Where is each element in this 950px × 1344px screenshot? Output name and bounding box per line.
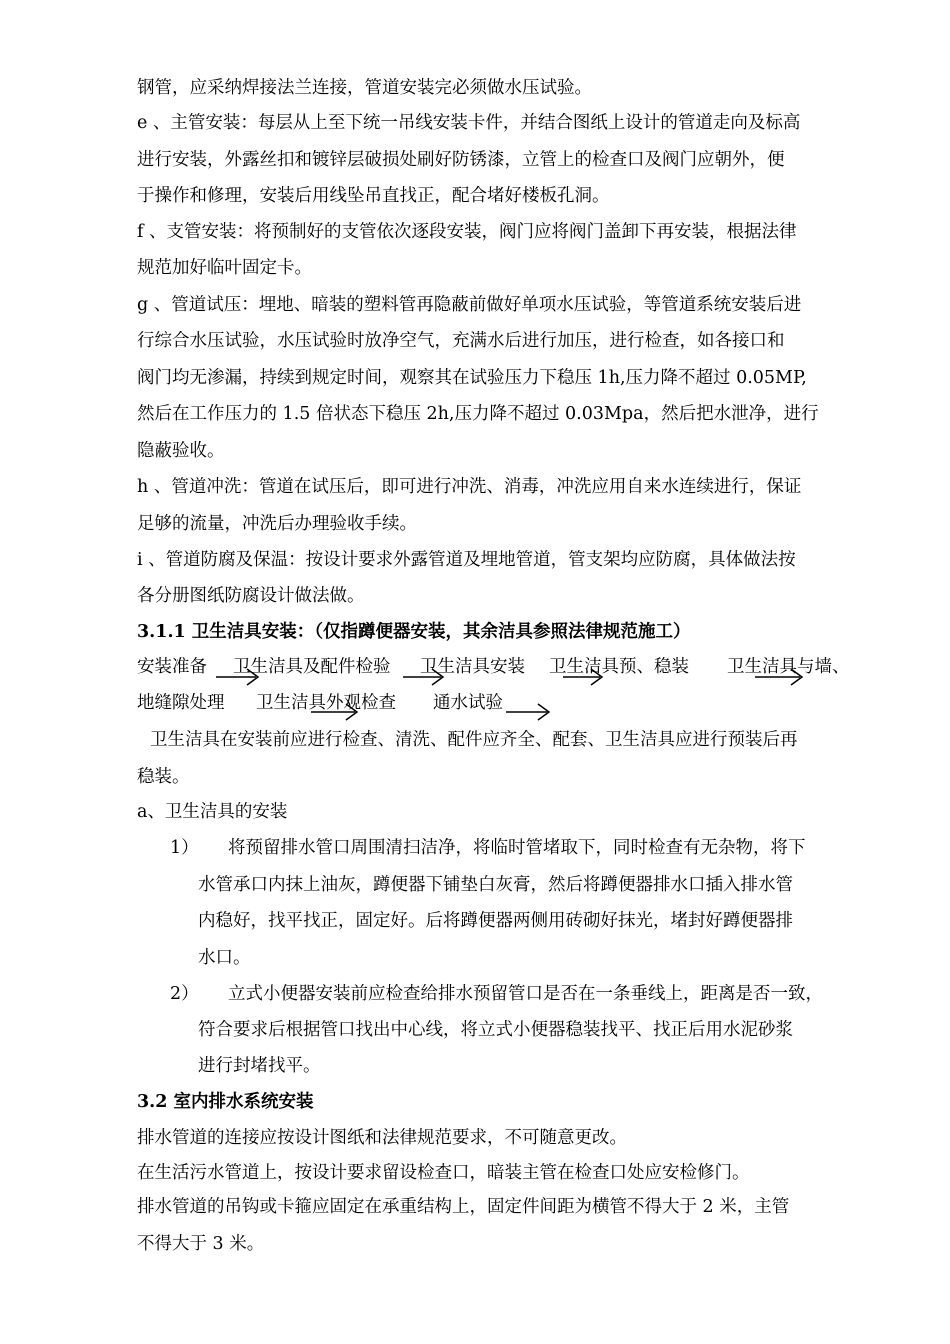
item-e-line-1: e 、主管安装：每层从上至下统一吊线安装卡件，并结合图纸上设计的管道走向及标高 (137, 113, 801, 133)
step-2-line-1: 立式小便器安装前应检查给排水预留管口是否在一条垂线上，距离是否一致， (228, 984, 823, 1004)
flow-step-wall-gap: 卫生洁具与墙、 (727, 657, 850, 677)
drain-line-3: 排水管道的吊钩或卡箍应固定在承重结构上，固定件间距为横管不得大于 2 米，主管 (137, 1197, 790, 1217)
section-3-1-1-heading: 3.1.1 卫生洁具安装：（仅指蹲便器安装，其余洁具参照法律规范施工） (137, 622, 691, 642)
item-h-line-2: 足够的流量，冲洗后办理验收手续。 (137, 514, 417, 534)
flow-step-inspect-fixtures: 卫生洁具及配件检验 (233, 657, 391, 677)
step-1-line-1: 将预留排水管口周围清扫洁净，将临时管堵取下，同时检查有无杂物，将下 (228, 838, 806, 858)
item-e-line-3: 于操作和修理，安装后用线坠吊直找正，配合堵好楼板孔洞。 (137, 186, 610, 206)
flow-step-install-fixtures: 卫生洁具安装 (420, 657, 525, 677)
intro-line: 钢管，应采纳焊接法兰连接，管道安装完必须做水压试验。 (137, 78, 592, 98)
step-2-line-2: 符合要求后根据管口找出中心线，将立式小便器稳装找平、找正后用水泥砂浆 (198, 1020, 793, 1040)
flow-arrow-6 (506, 704, 549, 720)
item-g-line-2: 行综合水压试验，水压试验时放净空气，充满水后进行加压，进行检查，如各接口和 (137, 331, 785, 351)
step-1-line-2: 水管承口内抹上油灰，蹲便器下铺垫白灰膏，然后将蹲便器排水口插入排水管 (198, 875, 793, 895)
flow-step-water-test: 通水试验 (433, 693, 503, 713)
item-h-line-1: h 、管道冲洗：管道在试压后，即可进行冲洗、消毒，冲洗应用自来水连续进行，保证 (137, 477, 802, 497)
item-e-line-2: 进行安装，外露丝扣和镀锌层破损处刷好防锈漆，立管上的检查口及阀门应朝外，便 (137, 150, 785, 170)
step-2-line-3: 进行封堵找平。 (198, 1056, 321, 1076)
item-g-line-5: 隐蔽验收。 (137, 441, 225, 461)
section-3-2-heading: 3.2 室内排水系统安装 (137, 1092, 314, 1112)
drain-line-4: 不得大于 3 米。 (137, 1234, 265, 1254)
flow-step-pre-install: 卫生洁具预、稳装 (549, 657, 689, 677)
inspect-para-line-1: 卫生洁具在安装前应进行检查、清洗、配件应齐全、配套、卫生洁具应进行预装后再 (150, 730, 798, 750)
drain-line-1: 排水管道的连接应按设计图纸和法律规范要求，不可随意更改。 (137, 1128, 627, 1148)
inspect-para-line-2: 稳装。 (137, 767, 190, 787)
item-f-line-1: f 、支管安装：将预制好的支管依次逐段安装，阀门应将阀门盖卸下再安装，根据法律 (137, 222, 797, 242)
item-i-line-2: 各分册图纸防腐设计做法做。 (137, 586, 365, 606)
step-2-number: 2） (170, 984, 199, 1004)
item-f-line-2: 规范加好临叶固定卡。 (137, 258, 312, 278)
sub-a-heading: a、卫生洁具的安装 (137, 802, 288, 822)
step-1-number: 1） (170, 838, 199, 858)
drain-line-2: 在生活污水管道上，按设计要求留设检查口，暗装主管在检查口处应安检修门。 (137, 1163, 750, 1183)
step-1-line-3: 内稳好，找平找正，固定好。后将蹲便器两侧用砖砌好抹光，堵封好蹲便器排 (198, 911, 793, 931)
item-g-line-3: 阀门均无渗漏，持续到规定时间，观察其在试验压力下稳压 1h,压力降不超过 0.05MP, (137, 368, 807, 388)
step-1-line-4: 水口。 (198, 948, 251, 968)
item-g-line-4: 然后在工作压力的 1.5 倍状态下稳压 2h,压力降不超过 0.03Mpa，然后把水泄净，进行 (137, 404, 819, 424)
flow-step-prepare: 安装准备 (137, 657, 207, 677)
flow-step-appearance-check: 卫生洁具外观检查 (256, 693, 396, 713)
flow-step-gap-treatment: 地缝隙处理 (137, 693, 225, 713)
item-g-line-1: g 、管道试压：埋地、暗装的塑料管再隐蔽前做好单项水压试验，等管道系统安装后进 (137, 295, 802, 315)
item-i-line-1: i 、管道防腐及保温：按设计要求外露管道及埋地管道，管支架均应防腐，具体做法按 (137, 550, 796, 570)
